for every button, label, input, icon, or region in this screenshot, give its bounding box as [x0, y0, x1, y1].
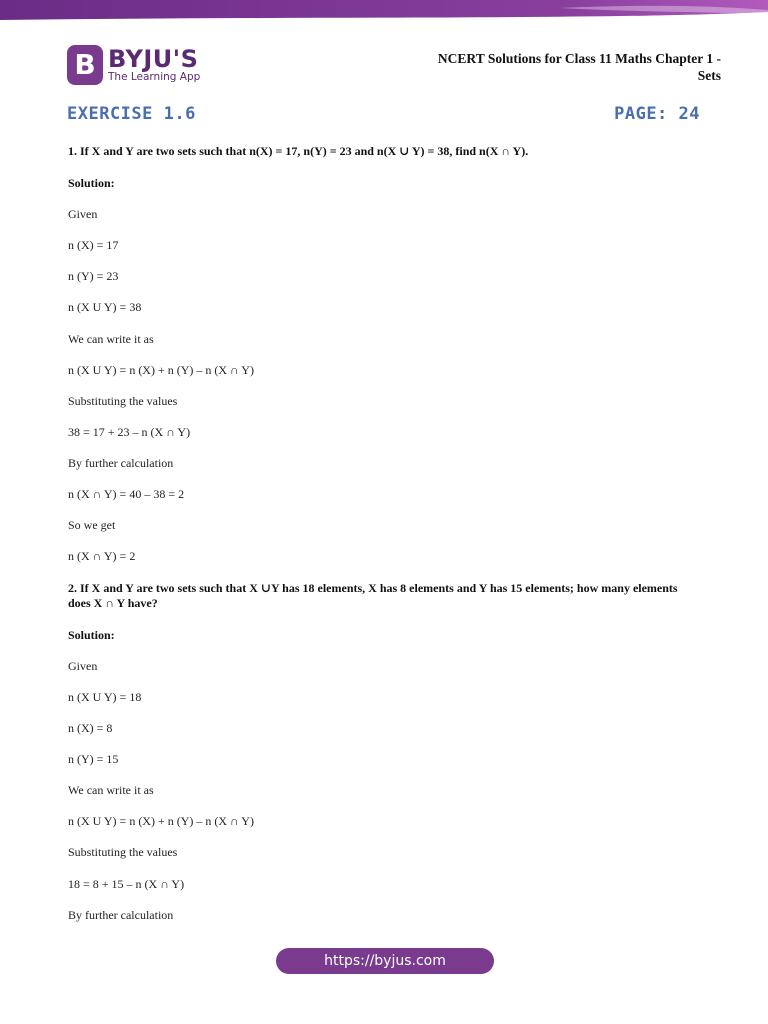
solution-line: n (Y) = 23 [68, 269, 119, 283]
solution-line: n (X ∩ Y) = 40 – 38 = 2 [68, 487, 185, 501]
solution-line: n (X U Y) = 18 [68, 690, 142, 704]
header-title-line2: Sets [697, 68, 721, 83]
solution-line: Given [68, 207, 98, 221]
brand-name: BYJU'S [108, 44, 199, 73]
solution-line: n (X) = 8 [68, 721, 113, 735]
solution-line: By further calculation [68, 908, 174, 922]
solution-line: We can write it as [68, 783, 154, 797]
solution-line: n (Y) = 15 [68, 752, 119, 766]
solution-line: n (X) = 17 [68, 238, 119, 252]
solution-line: We can write it as [68, 332, 154, 346]
solution-label-2: Solution: [68, 628, 115, 642]
solution-line: 38 = 17 + 23 – n (X ∩ Y) [68, 425, 191, 439]
solution-line: Substituting the values [68, 394, 178, 408]
exercise-heading: EXERCISE 1.6 [67, 104, 196, 124]
question-2: 2. If X and Y are two sets such that X ∪Y has 18 elements, X has 8 elements and Y has 15 elements; how many elements does X ∩ Y have? [68, 581, 678, 610]
website-link-button[interactable]: https://byjus.com [276, 948, 494, 974]
question-1: 1. If X and Y are two sets such that n(X) = 17, n(Y) = 23 and n(X ∪ Y) = 38, find n(X ∩ Y). [68, 144, 529, 158]
solution-line: By further calculation [68, 456, 174, 470]
solution-line: n (X U Y) = 38 [68, 300, 142, 314]
solution-line: So we get [68, 518, 116, 532]
solution-line: 18 = 8 + 15 – n (X ∩ Y) [68, 877, 185, 891]
brand-tagline: The Learning App [108, 70, 201, 83]
logo-letter: B [74, 48, 96, 81]
solution-line: n (X U Y) = n (X) + n (Y) – n (X ∩ Y) [68, 363, 254, 377]
solution-label-1: Solution: [68, 176, 115, 190]
solution-line: n (X ∩ Y) = 2 [68, 549, 136, 563]
solution-line: Given [68, 659, 98, 673]
page-number-heading: PAGE: 24 [614, 104, 700, 124]
header-title-line1: NCERT Solutions for Class 11 Maths Chapter 1 - [437, 51, 721, 66]
solution-line: n (X U Y) = n (X) + n (Y) – n (X ∩ Y) [68, 814, 254, 828]
solution-line: Substituting the values [68, 845, 178, 859]
